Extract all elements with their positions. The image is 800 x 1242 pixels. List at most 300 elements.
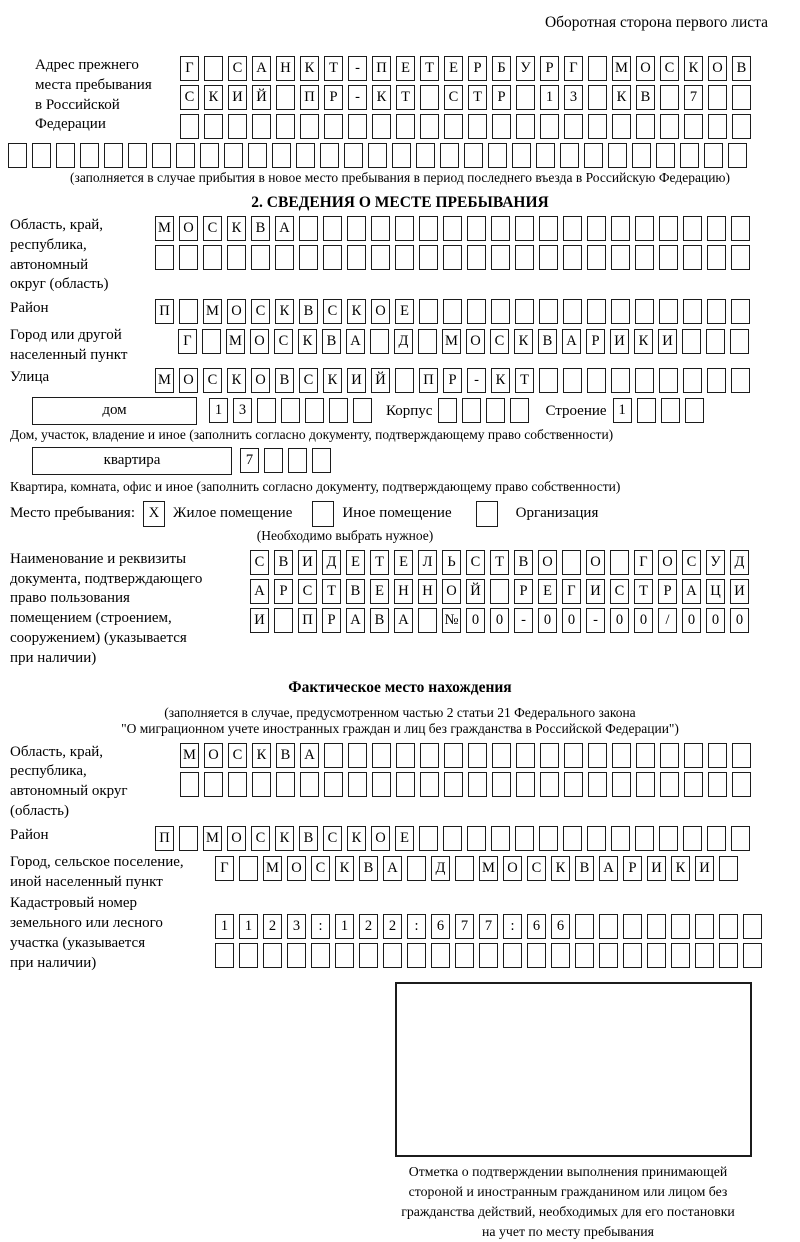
char-box[interactable]: Р: [540, 56, 559, 81]
char-box[interactable]: [719, 856, 738, 881]
char-box[interactable]: Е: [444, 56, 463, 81]
char-box[interactable]: [420, 743, 439, 768]
char-box[interactable]: П: [419, 368, 438, 393]
char-box[interactable]: П: [372, 56, 391, 81]
char-box[interactable]: [731, 245, 750, 270]
char-box[interactable]: О: [466, 329, 485, 354]
char-box[interactable]: [635, 826, 654, 851]
char-box[interactable]: Р: [443, 368, 462, 393]
char-box[interactable]: [660, 743, 679, 768]
char-box[interactable]: [56, 143, 75, 168]
char-box[interactable]: К: [275, 826, 294, 851]
char-box[interactable]: [348, 772, 367, 797]
char-box[interactable]: [324, 772, 343, 797]
char-box[interactable]: [659, 245, 678, 270]
char-box[interactable]: [152, 143, 171, 168]
char-box[interactable]: [276, 85, 295, 110]
char-box[interactable]: С: [490, 329, 509, 354]
char-box[interactable]: И: [730, 579, 749, 604]
char-box[interactable]: К: [275, 299, 294, 324]
char-box[interactable]: [228, 114, 247, 139]
char-box[interactable]: 0: [562, 608, 581, 633]
char-box[interactable]: [539, 299, 558, 324]
char-box[interactable]: Г: [180, 56, 199, 81]
char-box[interactable]: [731, 299, 750, 324]
char-box[interactable]: О: [204, 743, 223, 768]
char-box[interactable]: К: [252, 743, 271, 768]
char-box[interactable]: [371, 245, 390, 270]
char-box[interactable]: [539, 826, 558, 851]
char-box[interactable]: 6: [431, 914, 450, 939]
char-box[interactable]: -: [348, 85, 367, 110]
char-box[interactable]: С: [299, 368, 318, 393]
char-box[interactable]: [704, 143, 723, 168]
char-box[interactable]: [323, 216, 342, 241]
char-box[interactable]: [660, 772, 679, 797]
char-box[interactable]: [635, 368, 654, 393]
char-box[interactable]: [299, 245, 318, 270]
char-box[interactable]: П: [155, 826, 174, 851]
char-box[interactable]: Е: [396, 56, 415, 81]
char-box[interactable]: [275, 245, 294, 270]
char-box[interactable]: [276, 772, 295, 797]
char-box[interactable]: [443, 299, 462, 324]
char-box[interactable]: Г: [564, 56, 583, 81]
char-box[interactable]: [563, 216, 582, 241]
char-box[interactable]: [584, 143, 603, 168]
char-box[interactable]: [300, 772, 319, 797]
char-box[interactable]: И: [610, 329, 629, 354]
char-box[interactable]: [732, 743, 751, 768]
char-box[interactable]: [128, 143, 147, 168]
char-box[interactable]: 7: [684, 85, 703, 110]
char-box[interactable]: :: [311, 914, 330, 939]
char-box[interactable]: Р: [514, 579, 533, 604]
char-box[interactable]: [419, 826, 438, 851]
char-box[interactable]: В: [299, 299, 318, 324]
char-box[interactable]: [204, 114, 223, 139]
char-box[interactable]: [264, 448, 283, 473]
char-box[interactable]: В: [370, 608, 389, 633]
char-box[interactable]: [468, 114, 487, 139]
char-box[interactable]: С: [228, 56, 247, 81]
char-box[interactable]: [588, 743, 607, 768]
char-box[interactable]: Т: [468, 85, 487, 110]
char-box[interactable]: Г: [178, 329, 197, 354]
char-box[interactable]: А: [682, 579, 701, 604]
char-box[interactable]: К: [671, 856, 690, 881]
char-box[interactable]: О: [227, 299, 246, 324]
char-box[interactable]: [324, 114, 343, 139]
char-box[interactable]: К: [612, 85, 631, 110]
char-box[interactable]: [708, 85, 727, 110]
char-box[interactable]: [731, 826, 750, 851]
char-box[interactable]: [683, 216, 702, 241]
char-box[interactable]: О: [227, 826, 246, 851]
char-box[interactable]: [683, 368, 702, 393]
char-box[interactable]: М: [203, 826, 222, 851]
char-box[interactable]: [492, 743, 511, 768]
char-box[interactable]: К: [514, 329, 533, 354]
char-box[interactable]: 3: [233, 398, 252, 423]
char-box[interactable]: Н: [394, 579, 413, 604]
char-box[interactable]: К: [227, 368, 246, 393]
char-box[interactable]: [419, 245, 438, 270]
char-box[interactable]: [588, 56, 607, 81]
char-box[interactable]: [684, 772, 703, 797]
char-box[interactable]: 3: [564, 85, 583, 110]
char-box[interactable]: [588, 85, 607, 110]
char-box[interactable]: [635, 216, 654, 241]
char-box[interactable]: Е: [395, 826, 414, 851]
char-box[interactable]: 1: [239, 914, 258, 939]
char-box[interactable]: [512, 143, 531, 168]
char-box[interactable]: К: [372, 85, 391, 110]
char-box[interactable]: [611, 826, 630, 851]
char-box[interactable]: [287, 943, 306, 968]
char-box[interactable]: [257, 398, 276, 423]
char-box[interactable]: [539, 216, 558, 241]
char-box[interactable]: [492, 114, 511, 139]
char-box[interactable]: [419, 216, 438, 241]
char-box[interactable]: Е: [538, 579, 557, 604]
char-box[interactable]: /: [658, 608, 677, 633]
char-box[interactable]: В: [322, 329, 341, 354]
char-box[interactable]: О: [538, 550, 557, 575]
char-box[interactable]: [685, 398, 704, 423]
char-box[interactable]: [215, 943, 234, 968]
char-box[interactable]: В: [346, 579, 365, 604]
char-box[interactable]: [719, 943, 738, 968]
char-box[interactable]: М: [479, 856, 498, 881]
char-box[interactable]: [468, 772, 487, 797]
char-box[interactable]: [359, 943, 378, 968]
char-box[interactable]: [418, 329, 437, 354]
char-box[interactable]: С: [610, 579, 629, 604]
char-box[interactable]: [671, 914, 690, 939]
char-box[interactable]: [455, 943, 474, 968]
char-box[interactable]: [372, 743, 391, 768]
char-box[interactable]: Т: [324, 56, 343, 81]
char-box[interactable]: С: [180, 85, 199, 110]
char-box[interactable]: К: [323, 368, 342, 393]
char-box[interactable]: [660, 85, 679, 110]
char-box[interactable]: К: [204, 85, 223, 110]
char-box[interactable]: О: [658, 550, 677, 575]
char-box[interactable]: [239, 943, 258, 968]
char-box[interactable]: [623, 914, 642, 939]
char-box[interactable]: [515, 826, 534, 851]
char-box[interactable]: [396, 772, 415, 797]
char-box[interactable]: С: [527, 856, 546, 881]
char-box[interactable]: Р: [586, 329, 605, 354]
char-box[interactable]: А: [394, 608, 413, 633]
char-box[interactable]: [444, 743, 463, 768]
char-box[interactable]: А: [252, 56, 271, 81]
char-box[interactable]: [263, 943, 282, 968]
char-box[interactable]: С: [682, 550, 701, 575]
char-box[interactable]: [516, 772, 535, 797]
char-box[interactable]: Й: [252, 85, 271, 110]
char-box[interactable]: [563, 368, 582, 393]
char-box[interactable]: С: [466, 550, 485, 575]
char-box[interactable]: Т: [396, 85, 415, 110]
char-box[interactable]: 1: [215, 914, 234, 939]
char-box[interactable]: О: [371, 299, 390, 324]
char-box[interactable]: С: [250, 550, 269, 575]
char-box[interactable]: [407, 943, 426, 968]
char-box[interactable]: 6: [527, 914, 546, 939]
char-box[interactable]: Т: [370, 550, 389, 575]
char-box[interactable]: [407, 856, 426, 881]
char-box[interactable]: [707, 826, 726, 851]
char-box[interactable]: [731, 368, 750, 393]
char-box[interactable]: [732, 85, 751, 110]
char-box[interactable]: Е: [394, 550, 413, 575]
char-box[interactable]: [587, 368, 606, 393]
char-box[interactable]: [730, 329, 749, 354]
char-box[interactable]: [660, 114, 679, 139]
char-box[interactable]: С: [660, 56, 679, 81]
char-box[interactable]: К: [300, 56, 319, 81]
checkbox[interactable]: X: [143, 501, 165, 527]
char-box[interactable]: 1: [335, 914, 354, 939]
char-box[interactable]: [320, 143, 339, 168]
char-box[interactable]: В: [276, 743, 295, 768]
char-box[interactable]: О: [287, 856, 306, 881]
char-box[interactable]: [312, 448, 331, 473]
char-box[interactable]: К: [347, 299, 366, 324]
char-box[interactable]: Р: [658, 579, 677, 604]
char-box[interactable]: [719, 914, 738, 939]
char-box[interactable]: Г: [634, 550, 653, 575]
char-box[interactable]: О: [442, 579, 461, 604]
char-box[interactable]: [420, 772, 439, 797]
char-box[interactable]: [32, 143, 51, 168]
char-box[interactable]: [224, 143, 243, 168]
char-box[interactable]: К: [551, 856, 570, 881]
char-box[interactable]: [372, 114, 391, 139]
char-box[interactable]: А: [300, 743, 319, 768]
char-box[interactable]: [288, 448, 307, 473]
char-box[interactable]: О: [708, 56, 727, 81]
char-box[interactable]: Т: [634, 579, 653, 604]
char-box[interactable]: А: [383, 856, 402, 881]
char-box[interactable]: [395, 216, 414, 241]
char-box[interactable]: И: [228, 85, 247, 110]
char-box[interactable]: [467, 216, 486, 241]
char-box[interactable]: [732, 114, 751, 139]
char-box[interactable]: 7: [240, 448, 259, 473]
char-box[interactable]: [416, 143, 435, 168]
char-box[interactable]: 6: [551, 914, 570, 939]
char-box[interactable]: [368, 143, 387, 168]
char-box[interactable]: [179, 245, 198, 270]
char-box[interactable]: [370, 329, 389, 354]
char-box[interactable]: К: [335, 856, 354, 881]
char-box[interactable]: [200, 143, 219, 168]
char-box[interactable]: [347, 216, 366, 241]
char-box[interactable]: Й: [466, 579, 485, 604]
char-box[interactable]: [708, 772, 727, 797]
char-box[interactable]: [323, 245, 342, 270]
char-box[interactable]: М: [155, 368, 174, 393]
char-box[interactable]: [707, 245, 726, 270]
char-box[interactable]: [659, 299, 678, 324]
char-box[interactable]: :: [407, 914, 426, 939]
char-box[interactable]: [707, 368, 726, 393]
char-box[interactable]: [732, 772, 751, 797]
char-box[interactable]: [8, 143, 27, 168]
char-box[interactable]: [575, 943, 594, 968]
char-box[interactable]: 1: [613, 398, 632, 423]
char-box[interactable]: [562, 550, 581, 575]
char-box[interactable]: А: [275, 216, 294, 241]
char-box[interactable]: -: [514, 608, 533, 633]
char-box[interactable]: [299, 216, 318, 241]
char-box[interactable]: [251, 245, 270, 270]
char-box[interactable]: С: [444, 85, 463, 110]
char-box[interactable]: [516, 114, 535, 139]
char-box[interactable]: [444, 772, 463, 797]
char-box[interactable]: [488, 143, 507, 168]
char-box[interactable]: [659, 216, 678, 241]
char-box[interactable]: Р: [623, 856, 642, 881]
char-box[interactable]: [684, 114, 703, 139]
char-box[interactable]: 0: [538, 608, 557, 633]
char-box[interactable]: К: [347, 826, 366, 851]
char-box[interactable]: [486, 398, 505, 423]
char-box[interactable]: [180, 114, 199, 139]
char-box[interactable]: -: [586, 608, 605, 633]
char-box[interactable]: [490, 579, 509, 604]
char-box[interactable]: [743, 943, 762, 968]
char-box[interactable]: И: [647, 856, 666, 881]
char-box[interactable]: [563, 245, 582, 270]
char-box[interactable]: Д: [730, 550, 749, 575]
char-box[interactable]: Е: [395, 299, 414, 324]
char-box[interactable]: [536, 143, 555, 168]
char-box[interactable]: [610, 550, 629, 575]
char-box[interactable]: [296, 143, 315, 168]
char-box[interactable]: В: [275, 368, 294, 393]
char-box[interactable]: [443, 826, 462, 851]
char-box[interactable]: Г: [215, 856, 234, 881]
char-box[interactable]: О: [179, 216, 198, 241]
char-box[interactable]: С: [228, 743, 247, 768]
char-box[interactable]: Н: [276, 56, 295, 81]
char-box[interactable]: [372, 772, 391, 797]
char-box[interactable]: [632, 143, 651, 168]
char-box[interactable]: [155, 245, 174, 270]
char-box[interactable]: 0: [706, 608, 725, 633]
char-box[interactable]: В: [538, 329, 557, 354]
char-box[interactable]: [272, 143, 291, 168]
char-box[interactable]: [438, 398, 457, 423]
char-box[interactable]: [587, 299, 606, 324]
char-box[interactable]: 2: [263, 914, 282, 939]
char-box[interactable]: [431, 943, 450, 968]
char-box[interactable]: [683, 826, 702, 851]
char-box[interactable]: [540, 114, 559, 139]
char-box[interactable]: С: [203, 368, 222, 393]
char-box[interactable]: [659, 368, 678, 393]
char-box[interactable]: Д: [322, 550, 341, 575]
char-box[interactable]: [540, 743, 559, 768]
char-box[interactable]: М: [226, 329, 245, 354]
char-box[interactable]: [344, 143, 363, 168]
char-box[interactable]: [563, 826, 582, 851]
char-box[interactable]: [383, 943, 402, 968]
char-box[interactable]: [636, 114, 655, 139]
char-box[interactable]: О: [371, 826, 390, 851]
char-box[interactable]: :: [503, 914, 522, 939]
char-box[interactable]: [564, 743, 583, 768]
char-box[interactable]: [305, 398, 324, 423]
char-box[interactable]: В: [575, 856, 594, 881]
char-box[interactable]: [248, 143, 267, 168]
char-box[interactable]: [419, 299, 438, 324]
char-box[interactable]: [563, 299, 582, 324]
char-box[interactable]: А: [599, 856, 618, 881]
char-box[interactable]: [396, 114, 415, 139]
char-box[interactable]: [335, 943, 354, 968]
char-box[interactable]: [611, 245, 630, 270]
char-box[interactable]: [491, 299, 510, 324]
char-box[interactable]: [348, 743, 367, 768]
char-box[interactable]: 0: [682, 608, 701, 633]
char-box[interactable]: [203, 245, 222, 270]
char-box[interactable]: У: [706, 550, 725, 575]
char-box[interactable]: [252, 114, 271, 139]
char-box[interactable]: А: [346, 608, 365, 633]
char-box[interactable]: [227, 245, 246, 270]
char-box[interactable]: [707, 216, 726, 241]
char-box[interactable]: 1: [540, 85, 559, 110]
char-box[interactable]: О: [503, 856, 522, 881]
char-box[interactable]: П: [155, 299, 174, 324]
char-box[interactable]: [661, 398, 680, 423]
char-box[interactable]: И: [586, 579, 605, 604]
char-box[interactable]: №: [442, 608, 461, 633]
char-box[interactable]: В: [636, 85, 655, 110]
char-box[interactable]: 7: [479, 914, 498, 939]
char-box[interactable]: [80, 143, 99, 168]
char-box[interactable]: [353, 398, 372, 423]
char-box[interactable]: [515, 299, 534, 324]
char-box[interactable]: [516, 743, 535, 768]
char-box[interactable]: [612, 743, 631, 768]
char-box[interactable]: [564, 114, 583, 139]
char-box[interactable]: М: [442, 329, 461, 354]
char-box[interactable]: Е: [370, 579, 389, 604]
char-box[interactable]: Е: [346, 550, 365, 575]
char-box[interactable]: [588, 772, 607, 797]
char-box[interactable]: [395, 368, 414, 393]
char-box[interactable]: [647, 943, 666, 968]
char-box[interactable]: А: [250, 579, 269, 604]
char-box[interactable]: [464, 143, 483, 168]
char-box[interactable]: Б: [492, 56, 511, 81]
char-box[interactable]: О: [586, 550, 605, 575]
char-box[interactable]: [587, 826, 606, 851]
char-box[interactable]: [479, 943, 498, 968]
char-box[interactable]: [281, 398, 300, 423]
char-box[interactable]: [455, 856, 474, 881]
char-box[interactable]: Р: [492, 85, 511, 110]
char-box[interactable]: [683, 299, 702, 324]
char-box[interactable]: О: [179, 368, 198, 393]
